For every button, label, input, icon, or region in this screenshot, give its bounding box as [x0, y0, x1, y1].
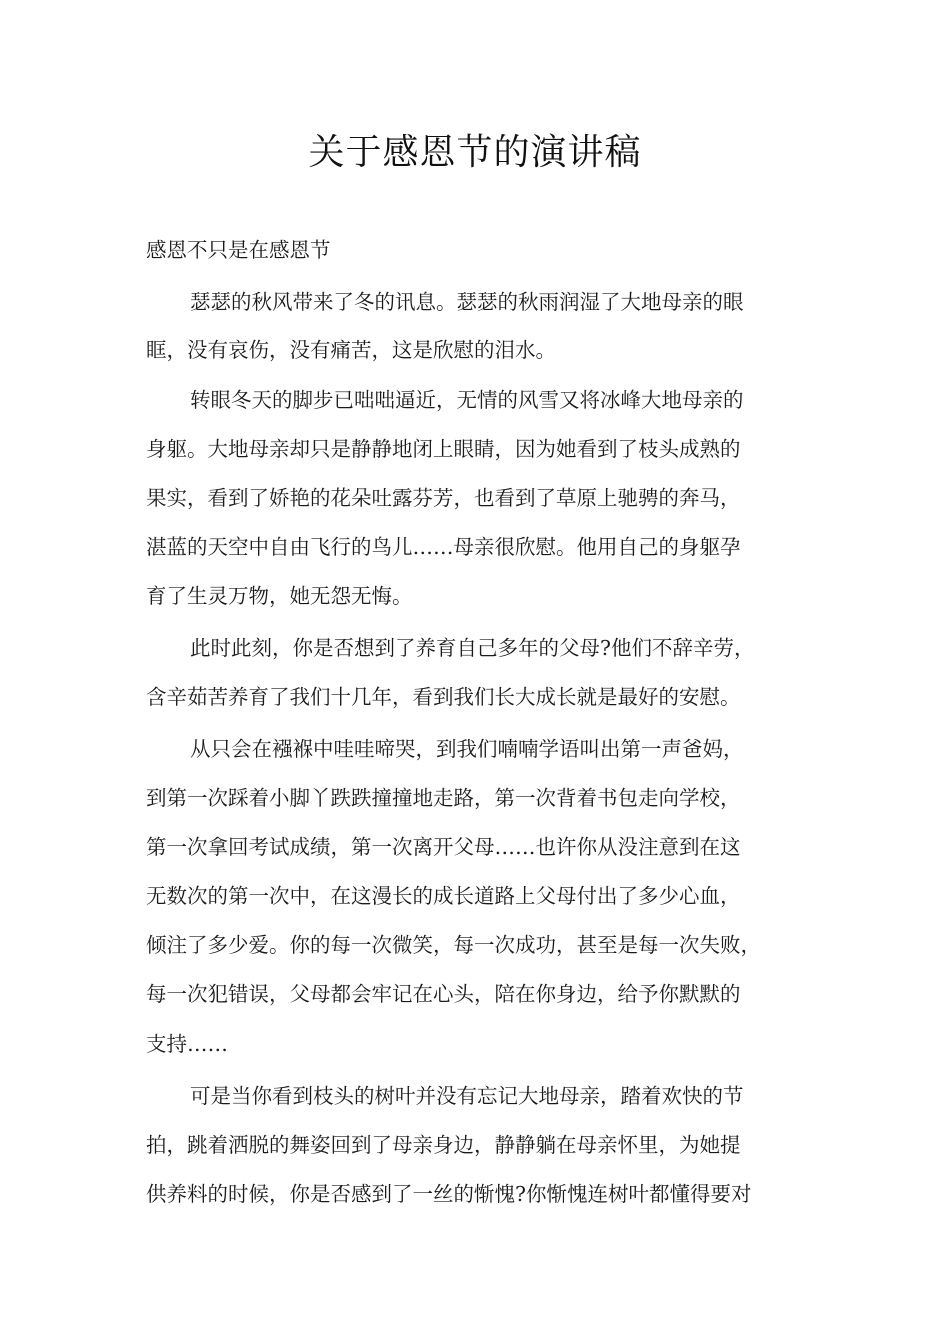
- text-line: 从只会在襁褓中哇哇啼哭，到我们喃喃学语叫出第一声爸妈，: [190, 737, 744, 761]
- document-subtitle: 感恩不只是在感恩节: [146, 238, 331, 262]
- document-title: 关于感恩节的演讲稿: [308, 132, 642, 173]
- text-line: 转眼冬天的脚步已咄咄逼近，无情的风雪又将冰峰大地母亲的: [190, 388, 744, 412]
- text-line: 倾注了多少爱。你的每一次微笑，每一次成功，甚至是每一次失败，: [146, 933, 761, 957]
- text-line: 身躯。大地母亲却只是静静地闭上眼睛，因为她看到了枝头成熟的: [146, 437, 741, 461]
- text-line: 瑟瑟的秋风带来了冬的讯息。瑟瑟的秋雨润湿了大地母亲的眼: [190, 290, 744, 314]
- text-line: 果实，看到了娇艳的花朵吐露芬芳，也看到了草原上驰骋的奔马，: [146, 486, 741, 510]
- text-line: 支持……: [146, 1032, 228, 1056]
- text-line: 湛蓝的天空中自由飞行的鸟儿……母亲很欣慰。他用自己的身躯孕: [146, 535, 741, 559]
- text-line: 含辛茹苦养育了我们十几年，看到我们长大成长就是最好的安慰。: [146, 685, 741, 709]
- text-line: 到第一次踩着小脚丫跌跌撞撞地走路，第一次背着书包走向学校，: [146, 786, 741, 810]
- text-line: 每一次犯错误，父母都会牢记在心头，陪在你身边，给予你默默的: [146, 982, 741, 1006]
- text-line: 育了生灵万物，她无怨无悔。: [146, 584, 413, 608]
- text-line: 此时此刻，你是否想到了养育自己多年的父母?他们不辞辛劳，: [190, 636, 755, 660]
- text-line: 第一次拿回考试成绩，第一次离开父母……也许你从没注意到在这: [146, 835, 741, 859]
- text-line: 眶，没有哀伤，没有痛苦，这是欣慰的泪水。: [146, 338, 556, 362]
- text-line: 可是当你看到枝头的树叶并没有忘记大地母亲，踏着欢快的节: [190, 1084, 744, 1108]
- text-line: 拍，跳着洒脱的舞姿回到了母亲身边，静静躺在母亲怀里，为她提: [146, 1133, 741, 1157]
- text-line: 供养料的时候，你是否感到了一丝的惭愧?你惭愧连树叶都懂得要对: [146, 1182, 752, 1206]
- text-line: 无数次的第一次中，在这漫长的成长道路上父母付出了多少心血，: [146, 884, 741, 908]
